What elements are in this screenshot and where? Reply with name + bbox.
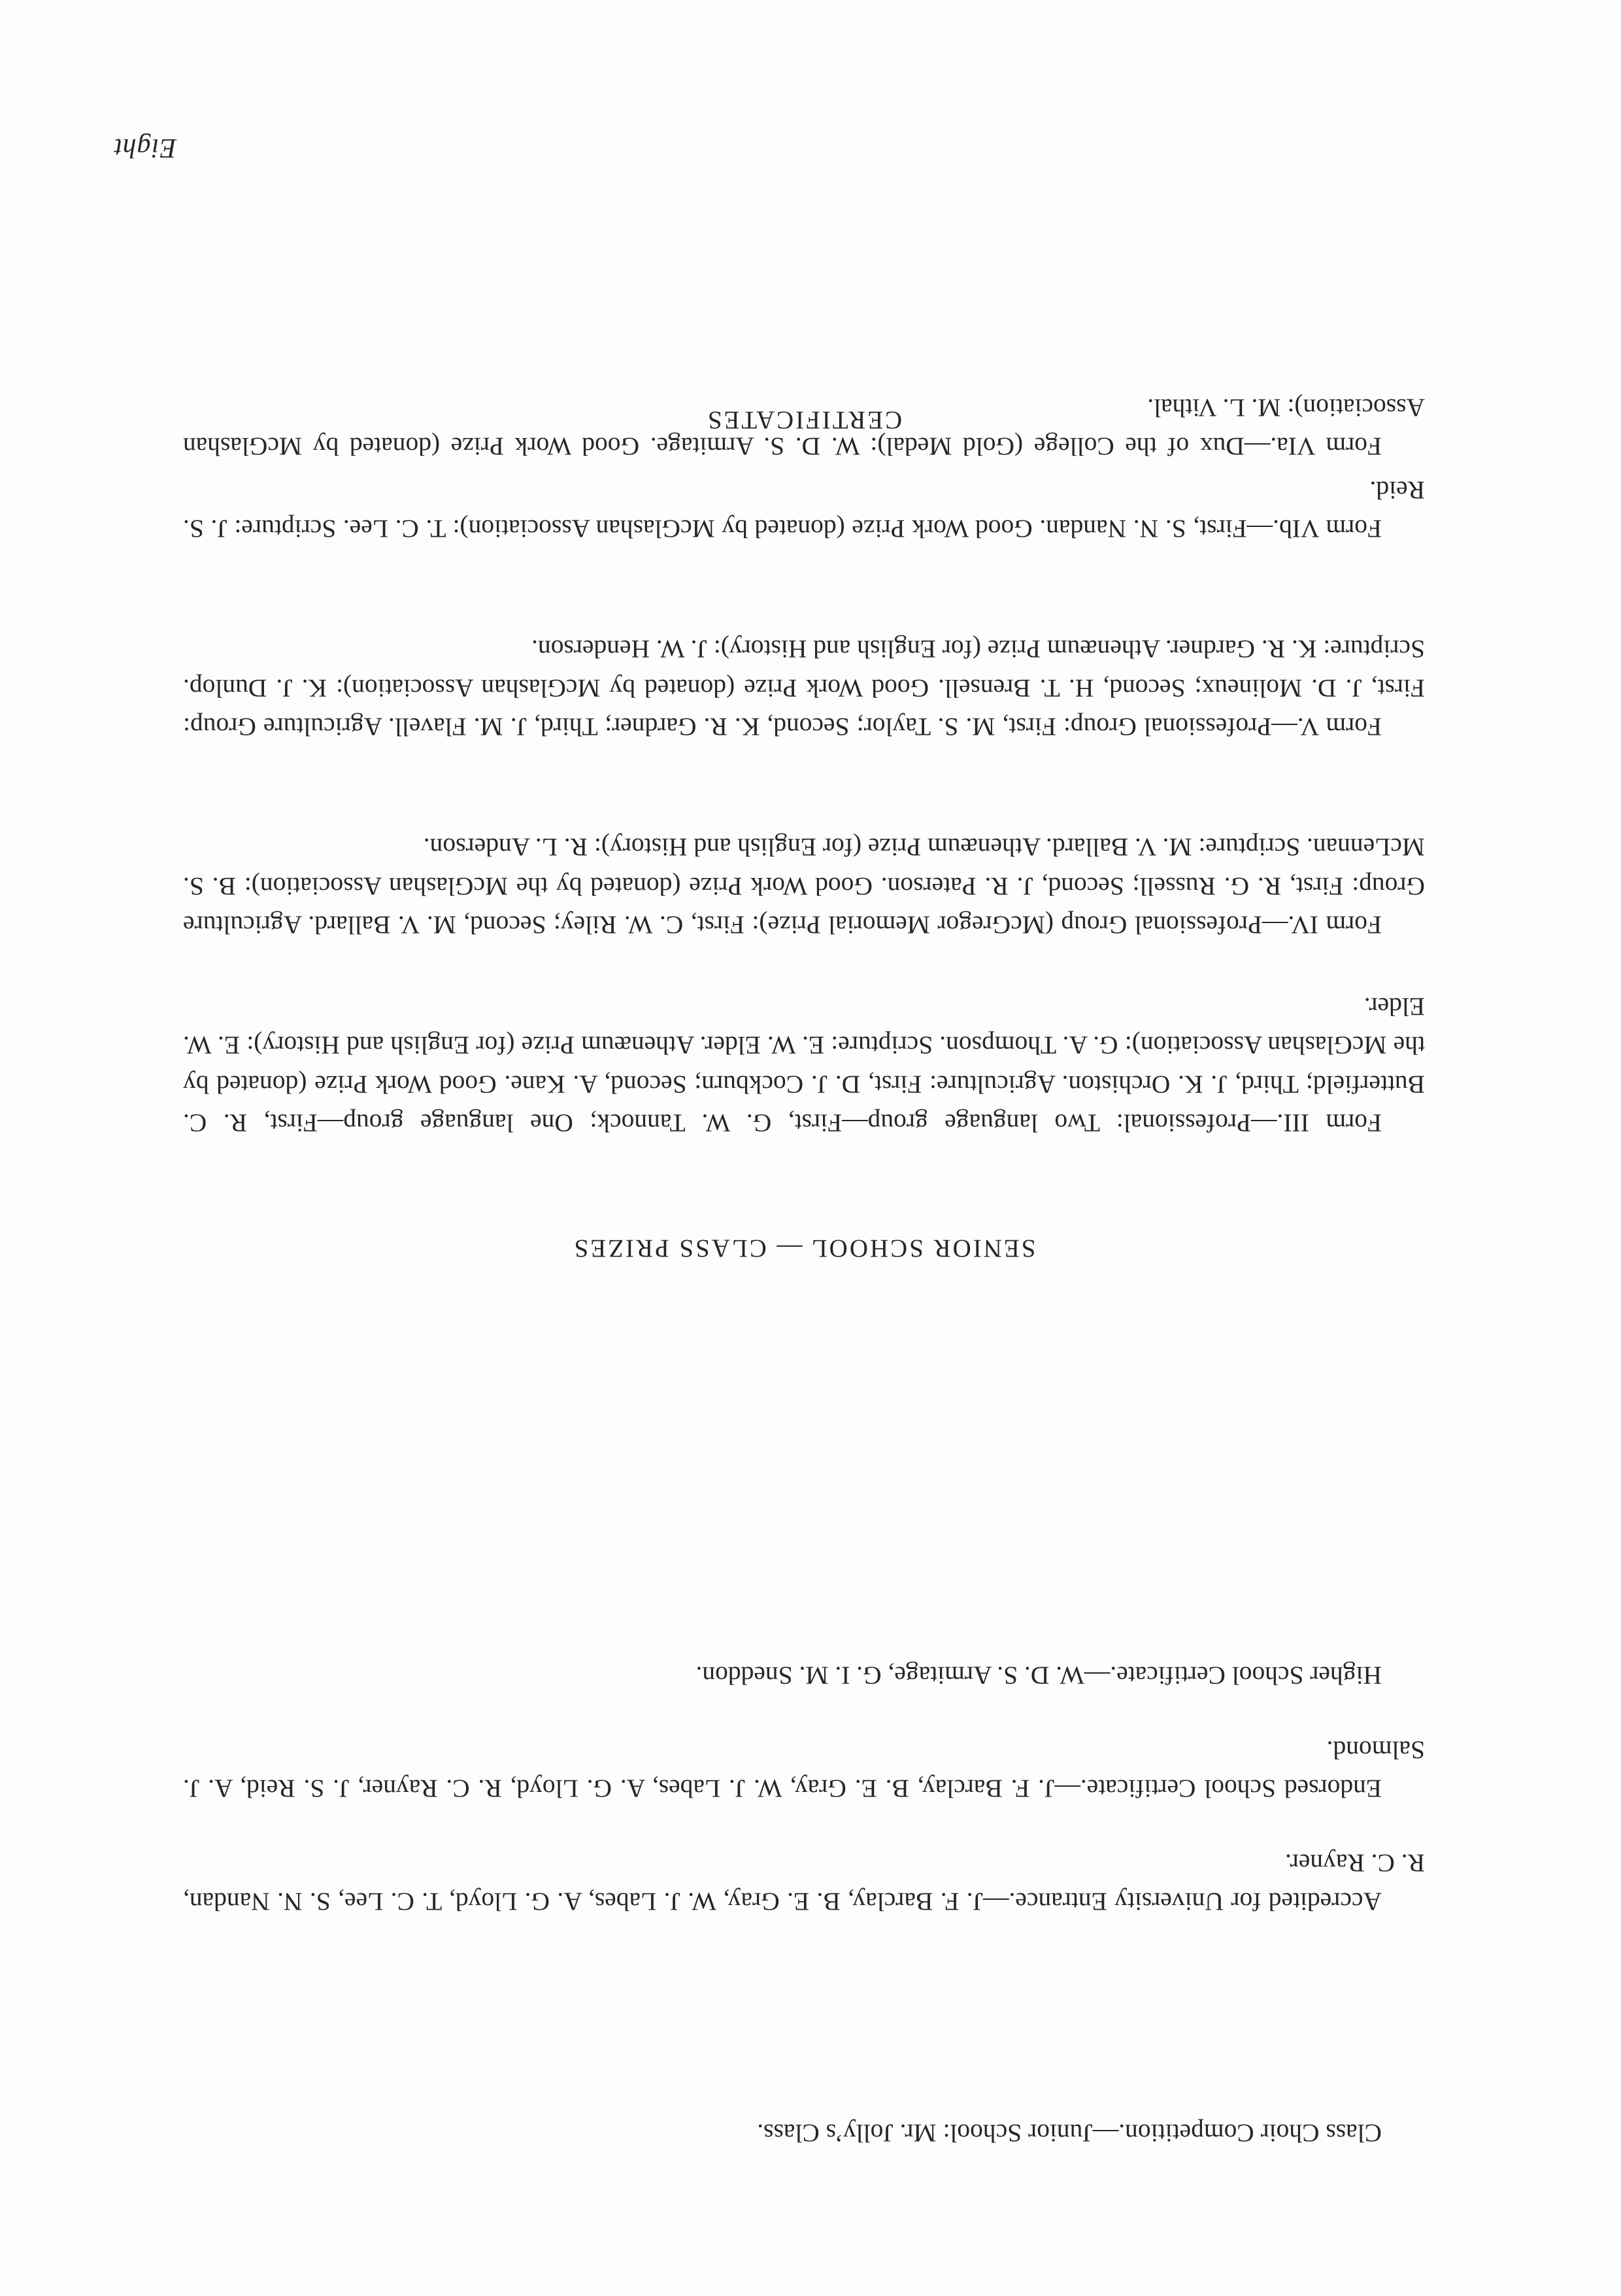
page-number: Eight [114, 133, 176, 163]
certificate-paragraph: Higher School Certificate.—W. D. S. Armitage, G. I. M. Sneddon. [695, 1661, 1382, 1691]
certificate-paragraph: Endorsed School Certificate.—J. F. Barclay, B. E. Gray, W. J. Labes, A. G. Lloyd, R. C. Rayner, J. S. Reid, A. J. Salmond. [183, 1735, 1425, 1804]
certificates-heading: CERTIFICATES [705, 406, 903, 434]
junior-paragraph: Class Choir Competition.—Junior School: Mr. Jolly’s Class. [757, 2119, 1382, 2148]
prize-paragraph: Form IV.—Professional Group (McGregor Memorial Prize): First, C. W. Riley; Second, M. V. Ballard. Agriculture Group: First, R. G. Russell; Second, J. R. Paterson. Good Work Prize (donated by the McGlashan Association): B. S. McLennan. Scripture: M. V. Ballard. Athenæum Prize (for English and History): R. L. Anderson. [183, 833, 1425, 940]
prize-paragraph: Form III.—Professional: Two language group—First, G. W. Tannock; One language group—First, R. C. Butterfield; Third, J. K. Orchiston. Agriculture: First, D. J. Cockburn; Second, A. Kane. Good Work Prize (donated by the McGlashan Association): G. A. Thompson. Scripture: E. W. Elder. Athenæum Prize (for English and History): E. W. Elder. [183, 992, 1425, 1138]
prize-paragraph: Form V.—Professional Group: First, M. S. Taylor; Second, K. R. Gardner; Third, J. M. Flavell. Agriculture Group: First, J. D. Molineux; Second, H. T. Brensell. Good Work Prize (donated by McGlashan Association): K. J. Dunlop. Scripture: K. R. Gardner. Athenæum Prize (for English and History): J. W. Henderson. [183, 635, 1425, 742]
prize-paragraph: Form VIa.—Dux of the College (Gold Medal): W. D. S. Armitage. Good Work Prize (donated by McGlashan Association): M. L. Vithal. [183, 393, 1425, 462]
prize-paragraph: Form VIb.—First, S. N. Nandan. Good Work Prize (donated by McGlashan Association): T. C. Lee. Scripture: J. S. Reid. [183, 475, 1425, 544]
certificate-paragraph: Accredited for University Entrance.—J. F. Barclay, B. E. Gray, W. J. Labes, A. G. Lloyd, T. C. Lee, S. N. Nandan, R. C. Rayner. [183, 1848, 1425, 1917]
senior-school-heading: SENIOR SCHOOL — CLASS PRIZES [572, 1234, 1036, 1262]
